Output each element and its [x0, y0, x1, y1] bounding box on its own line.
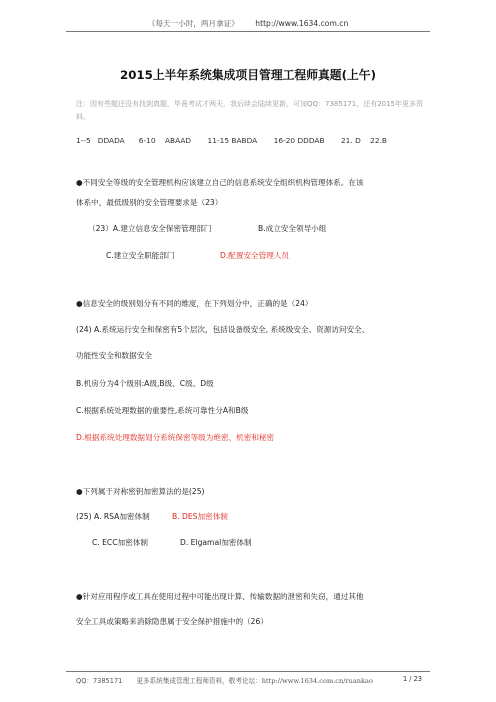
q23-stem-line2: 体系中，最低级别的安全管理要求是（23） [76, 198, 223, 207]
page-title: 2015上半年系统集成项目管理工程师真题(上午) [120, 68, 376, 82]
q26-stem-line1: ●针对应用程序或工具在使用过程中可能出现计算、传输数据的泄密和失窃，通过其他 [76, 592, 364, 601]
header-url[interactable]: http://www.1634.com.cn [255, 19, 349, 28]
q25-option-b-answer: B. DES加密体制 [172, 512, 228, 521]
header-divider [66, 31, 430, 32]
q23-option-d-answer: D.配置安全管理人员 [220, 251, 290, 260]
page-footer [76, 675, 422, 685]
q25-option-c: C. ECC加密体制 [92, 538, 148, 547]
q23-stem-line1: ●不同安全等级的安全管理机构应该建立自己的信息系统安全组织机构管理体系。在该 [76, 178, 364, 187]
q24-option-c: C.根据系统处理数据的重要性,系统可靠性分A和B级 [76, 406, 249, 415]
q25-option-a: (25) A. RSA加密体制 [76, 512, 150, 521]
q24-option-a-line2: 功能性安全和数据安全 [76, 351, 152, 360]
q23-option-a: （23）A.建立信息安全保密管理部门 [88, 224, 212, 233]
q23-option-b: B.成立安全领导小组 [258, 224, 327, 233]
q26-stem-line2: 安全工具或策略来消除隐患属于安全保护措施中的（26） [76, 617, 268, 626]
footer-forum-link[interactable]: 更多系统集成管理工程师资料，敬考论坛：http://www.1634.com.cn/ruankao [136, 677, 373, 685]
footer-qq: QQ：7385171 [76, 677, 123, 685]
note-text: 注：因有些题还没有找到真题，毕竟考试才两天，我后续会陆续更新，可加QQ：7385171，还有2015年更多资料。 [76, 100, 424, 121]
header-slogan: 《每天一小时，两月拿证》 [147, 19, 239, 28]
q24-option-b: B.机房分为4个级别:A级,B级、C级、D级 [76, 379, 214, 388]
page-number: 1 / 23 [403, 675, 422, 683]
q24-option-d-answer: D.根据系统处理数据划分系统保密等级为绝密、机密和秘密 [76, 433, 275, 442]
answer-key: 1--5 DDADA 6-10 ABAAD 11-15 BABDA 16-20 DDDAB 21. D 22.B [76, 136, 387, 145]
page-header [0, 18, 496, 29]
q24-option-a-line1: (24) A.系统运行安全和保密有5个层次，包括设备级安全, 系统级安全、资源访问安全、 [76, 325, 370, 334]
q24-stem: ●信息安全的级别划分有不同的维度，在下列划分中，正确的是（24） [76, 299, 313, 308]
q25-stem: ●下列属于对称密钥加密算法的是(25) [76, 487, 205, 496]
q23-option-c: C.建立安全职能部门 [106, 251, 175, 260]
footer-divider [66, 671, 430, 672]
q25-option-d: D. Elgamal加密体制 [180, 538, 252, 547]
